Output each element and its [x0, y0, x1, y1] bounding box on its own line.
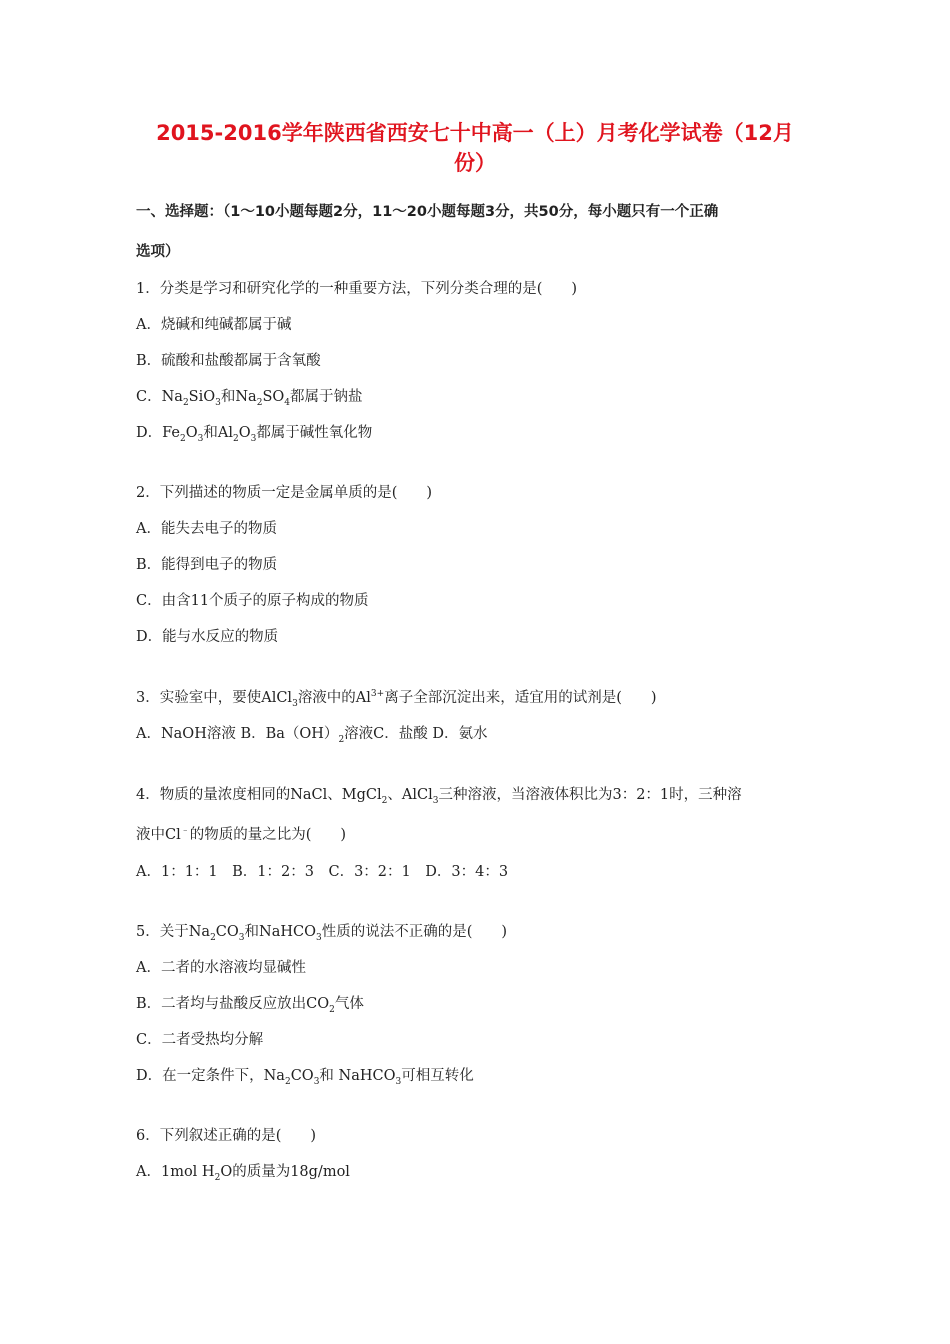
q4-stem-line1: 4．物质的量浓度相同的NaCl、MgCl$_2$、AlCl$_3$三种溶液，当溶液体积比为3：2：1时，三种溶 — [136, 787, 742, 806]
q5-stem: 5．关于$Na_2CO_3$和NaHCO$_3$性质的说法不正确的是( ) — [136, 924, 508, 943]
q6-stem: 6．下列叙述正确的是( ) — [136, 1128, 317, 1144]
q6-option-a: A．1mol $H_2O$的质量为18g/mol — [136, 1164, 350, 1183]
q1-option-d: D．$Fe_2O_3$和$Al_2O_3$都属于碱性氧化物 — [136, 425, 373, 444]
q1-option-a: A．烧碱和纯碱都属于碱 — [136, 317, 292, 333]
q3-stem: 3．实验室中，要使AlCl$_3$溶液中的$Al^{3+}$离子全部沉淀出来，适宜用的试剂是( ) — [136, 689, 657, 709]
q5-option-a: A．二者的水溶液均显碱性 — [136, 960, 306, 976]
q4-options: A．1：1：1 B．1：2：3 C．3：2：1 D．3：4：3 — [136, 864, 509, 880]
exam-title-line1: 2015-2016学年陕西省西安七十中高一（上）月考化学试卷（12月 — [156, 121, 794, 145]
q2-option-d: D．能与水反应的物质 — [136, 629, 279, 645]
q1-stem: 1．分类是学习和研究化学的一种重要方法，下列分类合理的是( ) — [136, 281, 578, 297]
q2-option-b: B．能得到电子的物质 — [136, 557, 278, 573]
section-heading-cont: 选项） — [136, 244, 180, 260]
q5-option-c: C．二者受热均分解 — [136, 1032, 264, 1048]
q2-option-c: C．由含11个质子的原子构成的物质 — [136, 593, 369, 609]
q5-option-d: D．在一定条件下，$Na_2CO_3$和 NaHCO$_3$可相互转化 — [136, 1068, 474, 1087]
q1-option-b: B．硫酸和盐酸都属于含氧酸 — [136, 353, 321, 369]
q5-option-b: B．二者均与盐酸反应放出$CO_2$气体 — [136, 996, 364, 1015]
exam-title-line2: 份） — [454, 151, 496, 175]
section-heading: 一、选择题：（1～10小题每题2分，11～20小题每题3分，共50分，每小题只有一个正确 — [136, 204, 719, 220]
q1-option-c: C．$Na_2SiO_3$和$Na_2SO_4$都属于钠盐 — [136, 389, 363, 408]
exam-title — [90, 118, 860, 178]
q4-stem-line2: 液中Cl﹣的物质的量之比为( ) — [136, 826, 347, 843]
q2-stem: 2．下列描述的物质一定是金属单质的是( ) — [136, 485, 433, 501]
q2-option-a: A．能失去电子的物质 — [136, 521, 277, 537]
q3-options: A．NaOH溶液 B．$Ba(OH)_2$溶液C．盐酸 D．氨水 — [136, 726, 488, 745]
